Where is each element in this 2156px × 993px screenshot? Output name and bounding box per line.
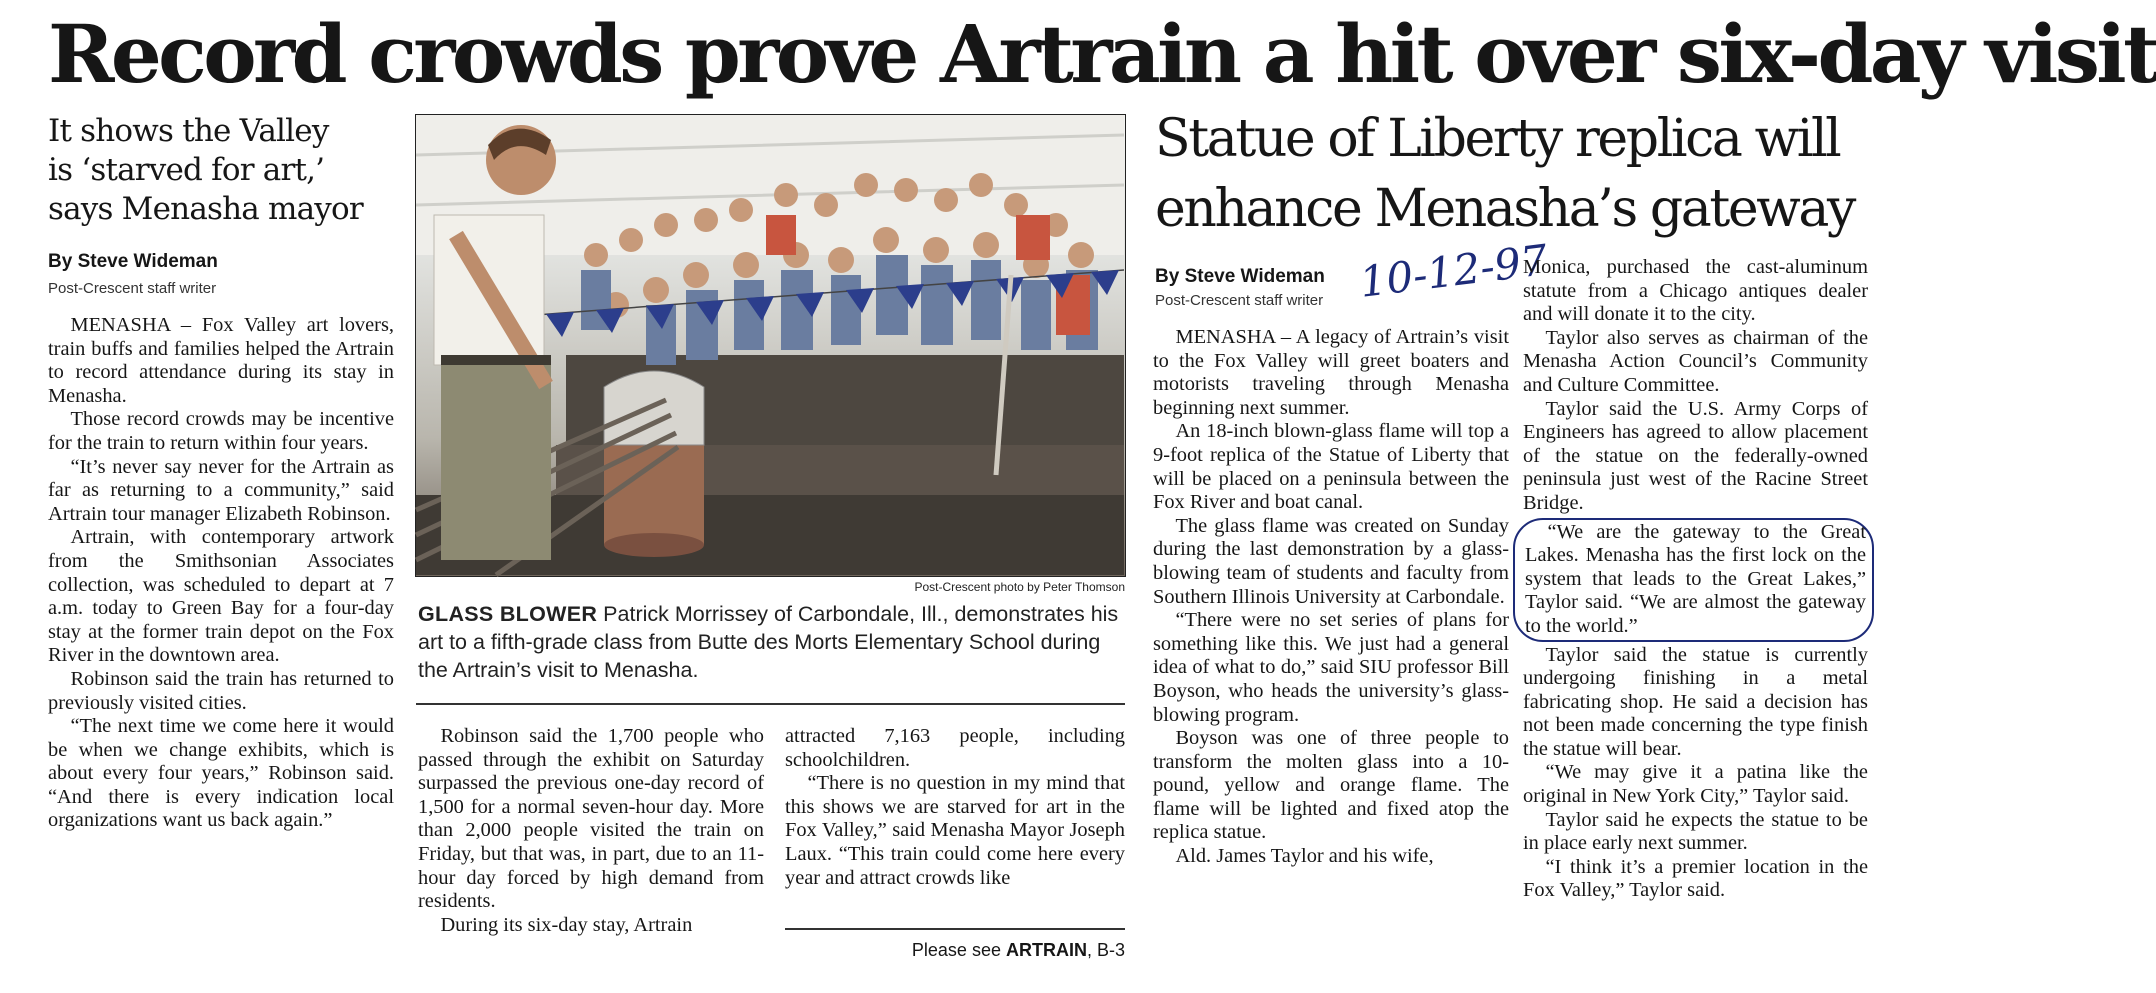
paragraph: Ald. James Taylor and his wife, <box>1175 845 1434 868</box>
paragraph: “It’s never say never for the Artrain as far as returning to a community,” said Artrain tour manager Elizabeth Robinson. <box>48 455 394 525</box>
paragraph: attracted 7,163 people, including schoolchildren. <box>785 725 1125 771</box>
deck-line: enhance Menasha’s gateway <box>1155 179 1854 239</box>
left-byline: By Steve Wideman <box>48 251 218 272</box>
paragraph: “We are the gateway to the Great Lakes. Menasha has the first lock on the system that leads to the Great Lakes,” Taylor said. “We are almost the gateway to the world.” <box>1525 520 1866 637</box>
paragraph: MENASHA – Fox Valley art lovers, train buffs and families helped the Artrain to record attendance during its stay in Menasha. <box>48 314 394 407</box>
jump-rule <box>785 928 1125 930</box>
paragraph: During its six-day stay, Artrain <box>440 913 693 936</box>
paragraph: “The next time we come here it would be when we change exhibits, which is about every four years,” Robinson said. “And there is every indication local organizations want us back again.” <box>48 715 394 832</box>
paragraph: “I think it’s a premier location in the Fox Valley,” Taylor said. <box>1523 855 1868 902</box>
divider-rule <box>416 703 1125 705</box>
deck-line: says Menasha mayor <box>48 191 363 227</box>
main-headline: Record crowds prove Artrain a hit over six-day visit <box>48 7 2156 101</box>
jump-page: , B-3 <box>1086 940 1125 960</box>
paragraph: An 18-inch blown-glass flame will top a 9-foot replica of the Statue of Liberty that will be placed on a peninsula between the Fox River and boat canal. <box>1153 420 1509 514</box>
right-story-headline <box>1155 104 1890 244</box>
paragraph: Taylor said he expects the statue to be in place early next summer. <box>1523 808 1868 855</box>
paragraph: Artrain, with contemporary artwork from the Smithsonian Associates collection, was scheduled to depart at 7 a.m. today to Green Bay for a four-day stay at the former train depot on the Fox River in the downtown area. <box>48 526 394 667</box>
left-story-column-3 <box>785 725 1125 890</box>
paragraph: Robinson said the 1,700 people who passed through the exhibit on Saturday surpassed the previous one-day record of 1,500 for a normal seven-hour day. More than 2,000 people visited the train on Friday, but that was, in part, due to an 11-hour day forced by high demand from residents. <box>418 725 764 913</box>
paragraph: Boyson was one of three people to transform the molten glass into a 10-pound, yellow and orange flame. The flame will be lighted and fixed atop the replica statue. <box>1153 727 1509 844</box>
left-story-column-2 <box>418 725 764 937</box>
glass-blower-photo <box>415 114 1126 577</box>
caption-text: Patrick Morrissey of Carbondale, Ill., demonstrates his art to a fifth-grade class from Butte des Morts Elementary School during the Artrain’s visit to Menasha. <box>418 602 1119 682</box>
right-story-column-2 <box>1523 256 1868 903</box>
deck-line: It shows the Valley <box>48 113 329 149</box>
left-story-subheadline <box>48 112 408 229</box>
right-affiliation: Post-Crescent staff writer <box>1155 292 1324 309</box>
paragraph: “We may give it a patina like the original in New York City,” Taylor said. <box>1523 761 1868 808</box>
photo-caption <box>418 600 1124 684</box>
paragraph: “There is no question in my mind that this shows we are starved for art in the Fox Valley,” said Menasha Mayor Joseph Laux. “This train could come here every year and attract crowds like <box>785 772 1125 889</box>
jump-prefix: Please see <box>911 940 1001 960</box>
photo-credit: Post-Crescent photo by Peter Thomson <box>914 580 1125 594</box>
left-story-column-1 <box>48 314 394 833</box>
caption-lead: GLASS BLOWER <box>418 602 598 626</box>
paragraph: “There were no set series of plans for something like this. We just had a general idea of what to do,” said SIU professor Bill Boyson, who heads the university’s glass-blowing program. <box>1153 609 1509 726</box>
paragraph: Taylor said the U.S. Army Corps of Engineers has agreed to allow placement of the statue on the federally-owned peninsula just west of the Racine Street Bridge. <box>1523 397 1868 514</box>
handwritten-date: 10-12-97 <box>1357 235 1551 307</box>
paragraph: Monica, purchased the cast-aluminum statute from a Chicago antiques dealer and will donate it to the city. <box>1523 256 1868 326</box>
pen-circled-quote <box>1513 518 1874 642</box>
deck-line: is ‘starved for art,’ <box>48 152 325 188</box>
paragraph: Taylor said the statue is currently undergoing finishing in a metal fabricating shop. He said a decision has not been made concerning the type finish the statue will bear. <box>1523 643 1868 760</box>
right-byline: By Steve Wideman <box>1155 266 1325 287</box>
paragraph: MENASHA – A legacy of Artrain’s visit to the Fox Valley will greet boaters and motorists traveling through Menasha beginning next summer. <box>1153 326 1509 419</box>
paragraph: Those record crowds may be incentive for the train to return within four years. <box>48 408 394 454</box>
left-affiliation: Post-Crescent staff writer <box>48 280 217 297</box>
right-story-column-1 <box>1153 326 1509 869</box>
paragraph: Robinson said the train has returned to previously visited cities. <box>48 667 394 714</box>
paragraph: The glass flame was created on Sunday during the last demonstration by a glass-blowing team of students and faculty from Southern Illinois University at Carbondale. <box>1153 514 1509 608</box>
jump-target: ARTRAIN <box>1005 940 1087 960</box>
paragraph: Taylor also serves as chairman of the Menasha Action Council’s Community and Culture Committee. <box>1523 326 1868 396</box>
deck-line: Statue of Liberty replica will <box>1155 109 1840 169</box>
jump-line <box>885 940 1125 961</box>
